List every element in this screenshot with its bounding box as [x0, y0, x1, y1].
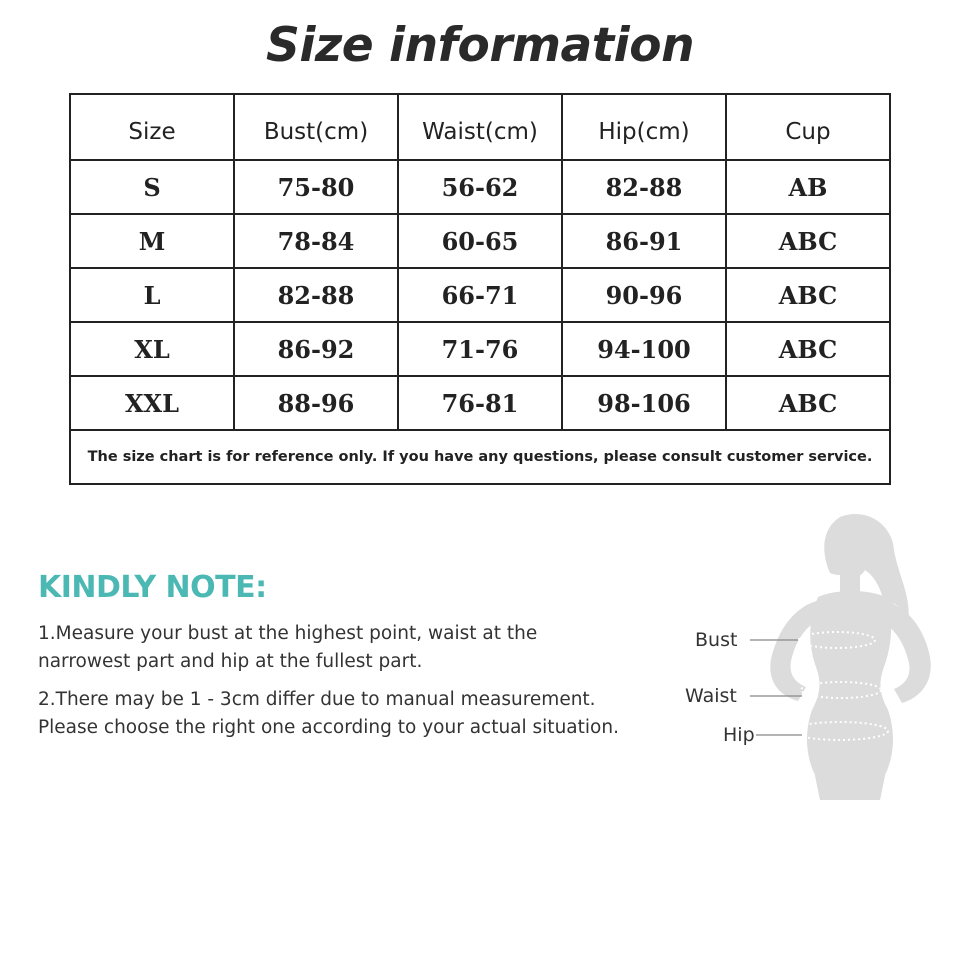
bust-cell: 88-96 [234, 376, 398, 430]
kindly-note-heading: KINDLY NOTE: [38, 570, 267, 605]
waist-label: Waist [685, 685, 737, 707]
hip-cell: 82-88 [562, 160, 726, 214]
hip-cell: 90-96 [562, 268, 726, 322]
hip-cell: 98-106 [562, 376, 726, 430]
body-silhouette-illustration [680, 505, 950, 805]
header-cup: Cup [726, 94, 890, 160]
cup-cell: AB [726, 160, 890, 214]
waist-cell: 71-76 [398, 322, 562, 376]
note-item-2 [38, 686, 678, 742]
waist-cell: 76-81 [398, 376, 562, 430]
waist-cell: 66-71 [398, 268, 562, 322]
header-hip: Hip(cm) [562, 94, 726, 160]
size-cell: XXL [70, 376, 234, 430]
bust-cell: 86-92 [234, 322, 398, 376]
note-item-1 [38, 620, 678, 676]
size-cell: L [70, 268, 234, 322]
table-row [70, 322, 890, 376]
note-item-2-line-a: 2.There may be 1 - 3cm differ due to manual measurement. [38, 689, 596, 710]
size-cell: XL [70, 322, 234, 376]
body-measurement-figure [680, 505, 950, 805]
silhouette-icon [770, 514, 930, 800]
header-bust: Bust(cm) [234, 94, 398, 160]
bust-cell: 75-80 [234, 160, 398, 214]
bust-cell: 82-88 [234, 268, 398, 322]
hip-cell: 94-100 [562, 322, 726, 376]
table-footnote-row [70, 430, 890, 484]
size-chart-footnote: The size chart is for reference only. If you have any questions, please consult customer service. [70, 430, 890, 484]
cup-cell: ABC [726, 214, 890, 268]
bust-cell: 78-84 [234, 214, 398, 268]
waist-cell: 56-62 [398, 160, 562, 214]
cup-cell: ABC [726, 322, 890, 376]
table-row [70, 214, 890, 268]
hip-label: Hip [723, 724, 755, 746]
bust-label: Bust [695, 629, 738, 651]
hip-cell: 86-91 [562, 214, 726, 268]
waist-cell: 60-65 [398, 214, 562, 268]
note-item-1-line-a: 1.Measure your bust at the highest point, waist at the [38, 623, 538, 644]
size-cell: S [70, 160, 234, 214]
size-chart-table [69, 93, 891, 485]
note-item-1-line-b: narrowest part and hip at the fullest part. [38, 651, 423, 672]
table-row [70, 376, 890, 430]
table-header-row [70, 94, 890, 160]
size-cell: M [70, 214, 234, 268]
table-row [70, 268, 890, 322]
header-waist: Waist(cm) [398, 94, 562, 160]
header-size: Size [70, 94, 234, 160]
table-row [70, 160, 890, 214]
page-title: Size information [265, 18, 695, 73]
cup-cell: ABC [726, 376, 890, 430]
cup-cell: ABC [726, 268, 890, 322]
note-item-2-line-b: Please choose the right one according to your actual situation. [38, 717, 619, 738]
